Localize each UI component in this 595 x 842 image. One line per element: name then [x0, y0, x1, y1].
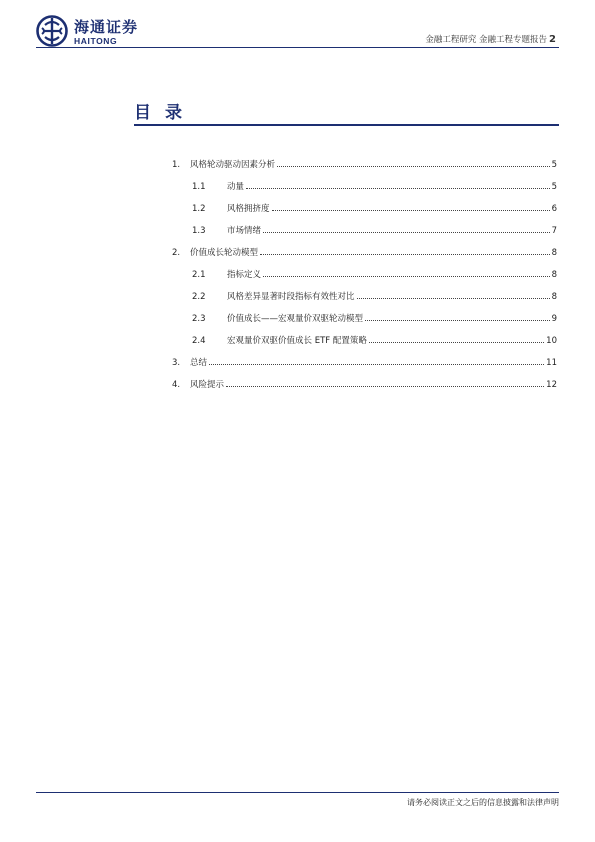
toc-entry[interactable] [192, 332, 557, 346]
toc-entry[interactable] [192, 310, 557, 324]
toc-entry-label: 价值成长——宏观量价双驱轮动模型 [227, 314, 364, 324]
toc-entry[interactable] [172, 376, 557, 390]
toc-entry-number: 1.1 [192, 182, 206, 192]
logo-chinese-name: 海通证券 [74, 18, 139, 36]
toc-entry-label: 总结 [190, 358, 208, 368]
footer-disclaimer: 请务必阅读正文之后的信息披露和法律声明 [407, 798, 559, 807]
report-category: 金融工程研究 金融工程专题报告 [425, 35, 548, 45]
toc-title-rule [134, 124, 559, 126]
toc-entry-number: 2.4 [192, 336, 206, 346]
company-logo [36, 15, 146, 51]
logo-english-name: HAITONG [74, 36, 118, 46]
toc-entry-label: 风格差异显著时段指标有效性对比 [227, 292, 355, 302]
toc-entry[interactable] [192, 288, 557, 302]
header-divider [36, 47, 559, 48]
toc-entry[interactable] [192, 178, 557, 192]
toc-entry[interactable] [172, 156, 557, 170]
toc-leader-dots [357, 297, 550, 299]
toc-leader-dots [263, 275, 550, 277]
toc-entry-page: 6 [551, 204, 557, 214]
toc-entry-label: 宏观量价双驱价值成长 ETF 配置策略 [227, 336, 367, 346]
toc-entry-number: 1. [172, 160, 181, 170]
toc-entry[interactable] [172, 244, 557, 258]
toc-title: 目录 [134, 103, 196, 123]
toc-leader-dots [369, 341, 544, 343]
toc-entry-page: 11 [546, 358, 557, 368]
toc-entry-label: 风险提示 [190, 380, 225, 390]
toc-entry-page: 5 [551, 182, 557, 192]
toc-leader-dots [246, 187, 550, 189]
toc-entry-number: 2.1 [192, 270, 206, 280]
header-report-info [425, 33, 556, 45]
toc-entry-page: 8 [551, 270, 557, 280]
toc-entry-number: 3. [172, 358, 181, 368]
toc-entry-label: 动量 [227, 182, 245, 192]
toc-entry-number: 2.3 [192, 314, 206, 324]
toc-entry-page: 8 [551, 248, 557, 258]
toc-entry-page: 5 [551, 160, 557, 170]
toc-entry[interactable] [192, 200, 557, 214]
toc-leader-dots [272, 209, 550, 211]
toc-entry-label: 风格轮动驱动因素分析 [190, 160, 276, 170]
haitong-logo-icon [36, 15, 68, 47]
toc-entry-page: 9 [551, 314, 557, 324]
toc-entry-number: 2.2 [192, 292, 206, 302]
toc-leader-dots [209, 363, 544, 365]
toc-entry-label: 风格拥挤度 [227, 204, 270, 214]
toc-entry-label: 价值成长轮动模型 [190, 248, 259, 258]
toc-leader-dots [277, 165, 550, 167]
toc-entry-page: 8 [551, 292, 557, 302]
toc-entry-page: 7 [551, 226, 557, 236]
toc-entry[interactable] [192, 222, 557, 236]
toc-entry-page: 10 [546, 336, 557, 346]
toc-leader-dots [260, 253, 550, 255]
toc-entry-label: 市场情绪 [227, 226, 262, 236]
toc-entry-number: 4. [172, 380, 181, 390]
toc-entry-page: 12 [546, 380, 557, 390]
toc-leader-dots [226, 385, 544, 387]
toc-entry-label: 指标定义 [227, 270, 262, 280]
toc-entry-number: 1.3 [192, 226, 206, 236]
toc-leader-dots [365, 319, 550, 321]
toc-entry-number: 1.2 [192, 204, 206, 214]
toc-entry-number: 2. [172, 248, 181, 258]
toc-entry[interactable] [172, 354, 557, 368]
footer-divider [36, 792, 559, 793]
page-number: 2 [549, 34, 556, 45]
toc-entry[interactable] [192, 266, 557, 280]
toc-leader-dots [263, 231, 550, 233]
